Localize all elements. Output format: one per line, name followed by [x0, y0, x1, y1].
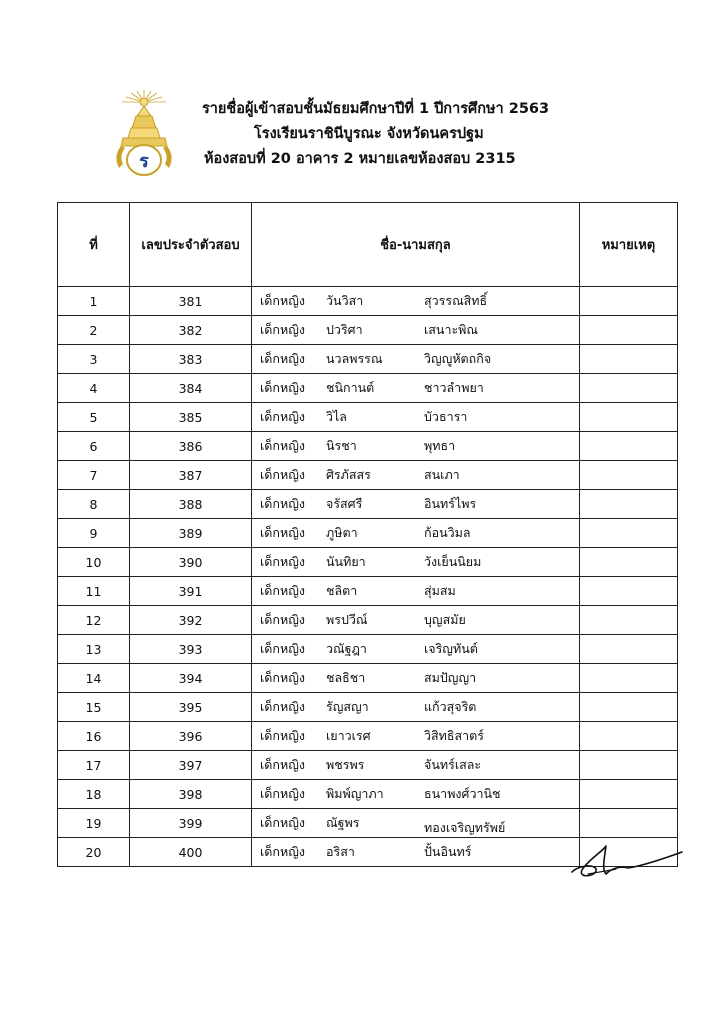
row-number: 7 [58, 461, 130, 490]
student-name [252, 287, 580, 316]
last-name: วังเย็นนิยม [424, 554, 482, 569]
last-name: ทองเจริญทรัพย์ [424, 820, 506, 835]
name-prefix: เด็กหญิง [260, 699, 305, 714]
last-name: พุทธา [424, 438, 456, 453]
row-number: 12 [58, 606, 130, 635]
table-row [58, 693, 678, 722]
exam-id: 395 [130, 693, 252, 722]
first-name: วิไล [326, 409, 347, 424]
row-number: 1 [58, 287, 130, 316]
last-name: เจริญทันต์ [424, 641, 478, 656]
row-number: 14 [58, 664, 130, 693]
name-prefix: เด็กหญิง [260, 728, 305, 743]
first-name: พชรพร [326, 757, 365, 772]
note-cell [580, 664, 678, 693]
student-name [252, 403, 580, 432]
exam-id: 394 [130, 664, 252, 693]
first-name: ภูษิตา [326, 525, 358, 540]
row-number: 16 [58, 722, 130, 751]
table-row [58, 374, 678, 403]
student-name [252, 577, 580, 606]
first-name: เยาวเรศ [326, 728, 371, 743]
first-name: นันทิยา [326, 554, 366, 569]
last-name: ก้อนวิมล [424, 525, 471, 540]
note-cell [580, 548, 678, 577]
first-name: นวลพรรณ [326, 351, 383, 366]
student-name [252, 432, 580, 461]
note-cell [580, 606, 678, 635]
row-number: 17 [58, 751, 130, 780]
note-cell [580, 287, 678, 316]
exam-id: 399 [130, 809, 252, 838]
name-prefix: เด็กหญิง [260, 844, 305, 859]
last-name: สมปัญญา [424, 670, 477, 685]
first-name: รัญสญา [326, 699, 369, 714]
candidate-table [57, 202, 678, 867]
school-emblem [113, 90, 175, 178]
header-note: หมายเหตุ [580, 203, 678, 287]
row-number: 13 [58, 635, 130, 664]
exam-id: 400 [130, 838, 252, 867]
note-cell [580, 693, 678, 722]
room-line: ห้องสอบที่ 20 อาคาร 2 หมายเลขห้องสอบ 2315 [204, 151, 516, 167]
row-number: 8 [58, 490, 130, 519]
name-prefix: เด็กหญิง [260, 322, 305, 337]
row-number: 15 [58, 693, 130, 722]
last-name: เสนาะพิณ [424, 322, 479, 337]
note-cell [580, 345, 678, 374]
name-prefix: เด็กหญิง [260, 380, 305, 395]
table-row [58, 780, 678, 809]
note-cell [580, 809, 678, 838]
school-line: โรงเรียนราชินีบูรณะ จังหวัดนครปฐม [254, 126, 484, 142]
exam-id: 383 [130, 345, 252, 374]
first-name: วันวิสา [326, 293, 364, 308]
note-cell [580, 432, 678, 461]
first-name: ศิรภัสสร [326, 467, 371, 482]
name-prefix: เด็กหญิง [260, 438, 305, 453]
table-row [58, 809, 678, 838]
first-name: อริสา [326, 844, 355, 859]
name-prefix: เด็กหญิง [260, 612, 305, 627]
last-name: ธนาพงศ์วานิช [424, 786, 501, 801]
student-name [252, 809, 580, 838]
table-header-row [58, 203, 678, 287]
table-row [58, 316, 678, 345]
signature [568, 838, 686, 888]
last-name: สุวรรณสิทธิ์ [424, 293, 488, 308]
name-prefix: เด็กหญิง [260, 670, 305, 685]
student-name [252, 838, 580, 867]
exam-id: 389 [130, 519, 252, 548]
name-prefix: เด็กหญิง [260, 293, 305, 308]
exam-id: 386 [130, 432, 252, 461]
last-name: ปั้นอินทร์ [424, 844, 472, 859]
student-name [252, 664, 580, 693]
student-name [252, 519, 580, 548]
note-cell [580, 577, 678, 606]
note-cell [580, 461, 678, 490]
note-cell [580, 780, 678, 809]
row-number: 3 [58, 345, 130, 374]
student-name [252, 751, 580, 780]
table-row [58, 461, 678, 490]
first-name: ชนิกานต์ [326, 380, 375, 395]
name-prefix: เด็กหญิง [260, 583, 305, 598]
last-name: สุ่มสม [424, 583, 456, 598]
name-prefix: เด็กหญิง [260, 757, 305, 772]
student-name [252, 606, 580, 635]
name-prefix: เด็กหญิง [260, 351, 305, 366]
table-row [58, 751, 678, 780]
note-cell [580, 374, 678, 403]
title-line: รายชื่อผู้เข้าสอบชั้นมัธยมศึกษาปีที่ 1 ปีการศึกษา 2563 [202, 101, 550, 117]
exam-id: 384 [130, 374, 252, 403]
last-name: อินทร์ไพร [424, 496, 477, 511]
table-row [58, 548, 678, 577]
exam-id: 393 [130, 635, 252, 664]
exam-id: 388 [130, 490, 252, 519]
last-name: สนเภา [424, 467, 460, 482]
student-name [252, 316, 580, 345]
note-cell [580, 490, 678, 519]
first-name: วณัฐฎา [326, 641, 367, 656]
note-cell [580, 403, 678, 432]
note-cell [580, 316, 678, 345]
first-name: ปวริศา [326, 322, 363, 337]
student-name [252, 548, 580, 577]
table-row [58, 606, 678, 635]
exam-id: 381 [130, 287, 252, 316]
note-cell [580, 635, 678, 664]
name-prefix: เด็กหญิง [260, 554, 305, 569]
student-name [252, 693, 580, 722]
exam-id: 396 [130, 722, 252, 751]
name-prefix: เด็กหญิง [260, 496, 305, 511]
name-prefix: เด็กหญิง [260, 525, 305, 540]
first-name: ชลธิชา [326, 670, 366, 685]
name-prefix: เด็กหญิง [260, 409, 305, 424]
student-name [252, 345, 580, 374]
header-name: ชื่อ-นามสกุล [252, 203, 580, 287]
table-row [58, 519, 678, 548]
exam-id: 391 [130, 577, 252, 606]
table-row [58, 577, 678, 606]
exam-id: 382 [130, 316, 252, 345]
first-name: นิรชา [326, 438, 357, 453]
table-row [58, 490, 678, 519]
exam-id: 392 [130, 606, 252, 635]
exam-id: 398 [130, 780, 252, 809]
last-name: บุญสมัย [424, 612, 466, 627]
note-cell [580, 722, 678, 751]
last-name: แก้วสุจริต [424, 699, 477, 714]
row-number: 11 [58, 577, 130, 606]
note-cell [580, 751, 678, 780]
first-name: จรัสศรี [326, 496, 363, 511]
row-number: 4 [58, 374, 130, 403]
name-prefix: เด็กหญิง [260, 786, 305, 801]
first-name: พิมพ์ญาภา [326, 786, 384, 801]
table-row [58, 635, 678, 664]
student-name [252, 780, 580, 809]
table-row [58, 345, 678, 374]
student-name [252, 722, 580, 751]
row-number: 19 [58, 809, 130, 838]
row-number: 10 [58, 548, 130, 577]
svg-text:ร: ร [139, 151, 149, 172]
row-number: 9 [58, 519, 130, 548]
table-row [58, 664, 678, 693]
first-name: ณัฐพร [326, 815, 360, 830]
table-row [58, 287, 678, 316]
first-name: ชลิตา [326, 583, 358, 598]
name-prefix: เด็กหญิง [260, 641, 305, 656]
table-row [58, 403, 678, 432]
table-row [58, 432, 678, 461]
header-no: ที่ [58, 203, 130, 287]
row-number: 6 [58, 432, 130, 461]
row-number: 18 [58, 780, 130, 809]
exam-id: 387 [130, 461, 252, 490]
student-name [252, 461, 580, 490]
exam-id: 385 [130, 403, 252, 432]
table-row [58, 722, 678, 751]
last-name: ชาวลำพยา [424, 380, 484, 395]
row-number: 2 [58, 316, 130, 345]
row-number: 20 [58, 838, 130, 867]
exam-id: 397 [130, 751, 252, 780]
student-name [252, 490, 580, 519]
header-id: เลขประจำตัวสอบ [130, 203, 252, 287]
name-prefix: เด็กหญิง [260, 467, 305, 482]
first-name: พรปวีณ์ [326, 612, 368, 627]
student-name [252, 635, 580, 664]
last-name: จันทร์เสละ [424, 757, 482, 772]
last-name: วิญญูหัตถกิจ [424, 351, 492, 366]
document-header [180, 97, 560, 172]
row-number: 5 [58, 403, 130, 432]
note-cell [580, 519, 678, 548]
exam-id: 390 [130, 548, 252, 577]
name-prefix: เด็กหญิง [260, 815, 305, 830]
student-name [252, 374, 580, 403]
last-name: วิสิทธิสาตร์ [424, 728, 484, 743]
last-name: บัวธารา [424, 409, 468, 424]
